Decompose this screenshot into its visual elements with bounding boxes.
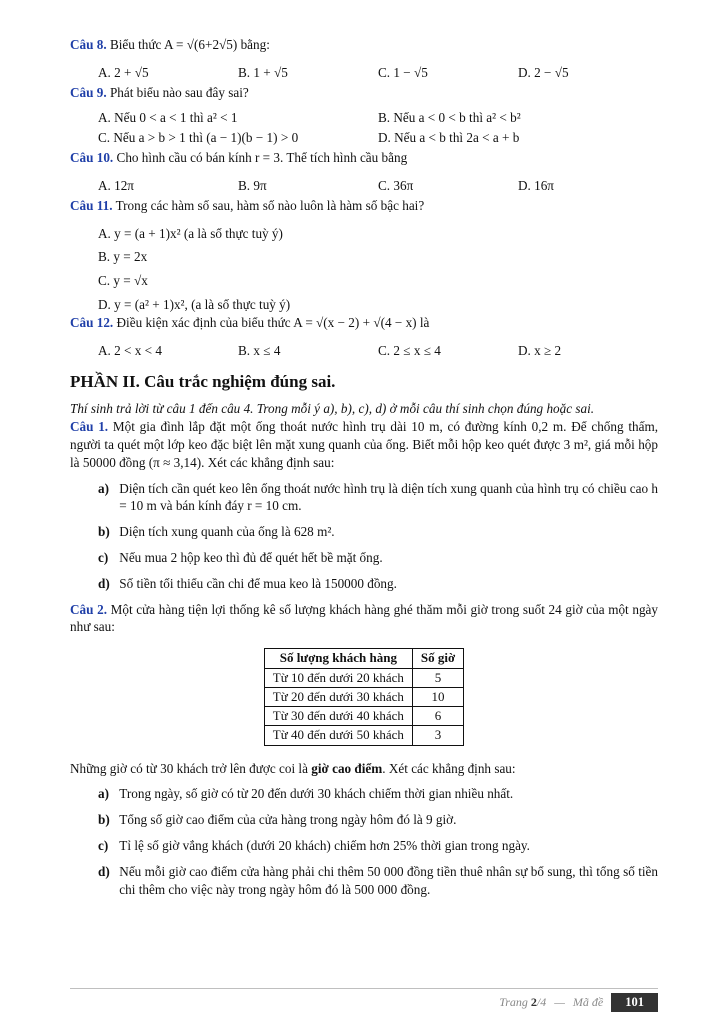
option-c: C. y = √x: [98, 273, 148, 289]
question-number: Câu 12.: [70, 314, 114, 330]
statement-text: Số tiền tối thiểu cần chi để mua keo là 150000 đồng.: [119, 575, 397, 591]
table-row: [264, 707, 463, 726]
exam-code: 101: [611, 993, 658, 1012]
statement-b: [98, 811, 658, 829]
option-a: A. 2 + √5: [98, 64, 149, 80]
option-a: A. y = (a + 1)x² (a là số thực tuỳ ý): [98, 225, 283, 241]
exam-code-label: Mã đề: [572, 995, 604, 1010]
statement-label: a): [98, 786, 109, 802]
question-number: Câu 1.: [70, 419, 109, 435]
option-c: C. 1 − √5: [378, 64, 428, 80]
option-a: A. Nếu 0 < a < 1 thì a² < 1: [98, 110, 238, 126]
page-footer: [499, 993, 658, 1012]
peak-hours-term: giờ cao điểm: [311, 760, 383, 776]
statement-label: d): [98, 575, 110, 591]
question-number: Câu 8.: [70, 37, 107, 52]
after-text-post: . Xét các khẳng định sau:: [382, 760, 516, 776]
question-text: Một gia đình lắp đặt một ống thoát nước hình trụ dài 10 m, có đường kính 0,2 m. Để chống thấm, người ta quét một lớp keo đặc biệt lên mặt xung quanh của ống. Biết mỗi hộp keo quét được 3 m², giá mỗi hộp là 50000 đồng (π ≈ 3,14). Xét các khẳng định sau:: [70, 419, 658, 470]
statement-b: [98, 523, 658, 541]
part2-intro: Thí sinh trả lời từ câu 1 đến câu 4. Trong mỗi ý a), b), c), d) ở mỗi câu thí sinh chọn đúng hoặc sai.: [70, 401, 595, 417]
question-8: [70, 36, 658, 82]
option-b: B. 1 + √5: [238, 64, 288, 80]
table-cell: Từ 20 đến dưới 30 khách: [264, 687, 412, 706]
question-11: [70, 197, 658, 314]
after-text-pre: Những giờ có từ 30 khách trở lên được coi là: [70, 760, 308, 776]
statement-d: [98, 863, 658, 899]
statement-a: [98, 480, 658, 516]
exam-page: [70, 36, 658, 906]
option-b: B. Nếu a < 0 < b thì a² < b²: [378, 110, 521, 126]
question-number: Câu 2.: [70, 601, 107, 617]
statement-text: Diện tích cần quét keo lên ống thoát nước hình trụ là diện tích xung quanh của hình trụ có chiều cao h = 10 m và bán kính đáy r = 10 cm.: [119, 480, 658, 514]
question-text: Điều kiện xác định của biểu thức A = √(x − 2) + √(4 − x) là: [116, 314, 430, 330]
option-b: B. x ≤ 4: [238, 342, 281, 358]
question-text: Trong các hàm số sau, hàm số nào luôn là hàm số bậc hai?: [115, 197, 425, 213]
table-cell: 3: [412, 726, 463, 745]
question-number: Câu 10.: [70, 150, 114, 166]
after-table-text: [70, 760, 658, 778]
option-d: D. y = (a² + 1)x², (a là số thực tuỳ ý): [98, 296, 291, 312]
statement-label: c): [98, 550, 109, 565]
table-cell: 10: [412, 687, 463, 706]
option-c: C. 36π: [378, 177, 414, 193]
statement-text: Nếu mua 2 hộp keo thì đủ để quét hết bề mặt ống.: [119, 550, 383, 565]
page-indicator: [499, 994, 546, 1010]
frequency-table: [264, 648, 464, 745]
statement-label: a): [98, 480, 109, 496]
statement-c: [98, 549, 658, 567]
page-current: 2: [530, 995, 537, 1010]
part2-question-2: [70, 601, 658, 899]
statement-label: c): [98, 837, 109, 853]
option-a: A. 2 < x < 4: [98, 342, 162, 358]
statement-label: d): [98, 863, 110, 879]
statement-c: [98, 837, 658, 855]
statement-label: b): [98, 524, 110, 540]
table-header: Số giờ: [412, 649, 463, 668]
statement-text: Trong ngày, số giờ có từ 20 đến dưới 30 khách chiếm thời gian nhiều nhất.: [119, 786, 514, 802]
statement-text: Diện tích xung quanh của ống là 628 m².: [119, 524, 335, 540]
statement-d: [98, 575, 658, 593]
page-total: /4: [536, 995, 547, 1010]
table-cell: 5: [412, 668, 463, 687]
statement-text: Nếu mỗi giờ cao điểm cửa hàng phải chi thêm 50 000 đồng tiền thuê nhân sự bổ sung, thì tổng số tiền chi thêm cho việc này trong ngày hôm đó là 500 000 đồng.: [119, 863, 658, 897]
question-number: Câu 9.: [70, 84, 107, 100]
page-prefix: Trang: [499, 995, 528, 1010]
table-row: [264, 726, 463, 745]
question-text: Một cửa hàng tiện lợi thống kê số lượng khách hàng ghé thăm mỗi giờ trong suốt 24 giờ của một ngày như sau:: [70, 601, 659, 635]
statement-text: Tổng số giờ cao điểm của cửa hàng trong ngày hôm đó là 9 giờ.: [119, 812, 457, 828]
question-text: Cho hình cầu có bán kính r = 3. Thể tích hình cầu bằng: [116, 150, 408, 166]
table-cell: Từ 30 đến dưới 40 khách: [264, 707, 412, 726]
table-cell: Từ 10 đến dưới 20 khách: [264, 668, 412, 687]
statement-a: [98, 785, 658, 803]
question-text: Phát biểu nào sau đây sai?: [109, 84, 249, 100]
option-a: A. 12π: [98, 177, 134, 193]
statement-label: b): [98, 812, 110, 828]
question-number: Câu 11.: [70, 197, 113, 213]
question-12: [70, 314, 658, 360]
table-cell: 6: [412, 707, 463, 726]
table-header-row: [264, 649, 463, 668]
question-10: [70, 149, 658, 195]
table-header: Số lượng khách hàng: [264, 649, 412, 668]
option-d: D. Nếu a < b thì 2a < a + b: [378, 130, 520, 146]
option-c: C. Nếu a > b > 1 thì (a − 1)(b − 1) > 0: [98, 130, 299, 146]
table-cell: Từ 40 đến dưới 50 khách: [264, 726, 412, 745]
option-d: D. 2 − √5: [518, 64, 569, 80]
option-d: D. 16π: [518, 177, 554, 193]
footer-separator: —: [554, 995, 565, 1010]
option-b: B. 9π: [238, 177, 267, 193]
table-row: [264, 687, 463, 706]
question-9: [70, 84, 658, 147]
part1-questions: [70, 36, 658, 359]
option-d: D. x ≥ 2: [518, 342, 562, 358]
option-c: C. 2 ≤ x ≤ 4: [378, 342, 441, 358]
part2-question-1: [70, 418, 658, 593]
footer-divider: [70, 988, 658, 989]
question-text: Biểu thức A = √(6+2√5) bằng:: [109, 37, 270, 52]
table-row: [264, 668, 463, 687]
part2-title: PHẦN II. Câu trắc nghiệm đúng sai.: [70, 372, 336, 392]
statement-text: Tỉ lệ số giờ vắng khách (dưới 20 khách) chiếm hơn 25% thời gian trong ngày.: [119, 837, 530, 853]
option-b: B. y = 2x: [98, 249, 148, 265]
